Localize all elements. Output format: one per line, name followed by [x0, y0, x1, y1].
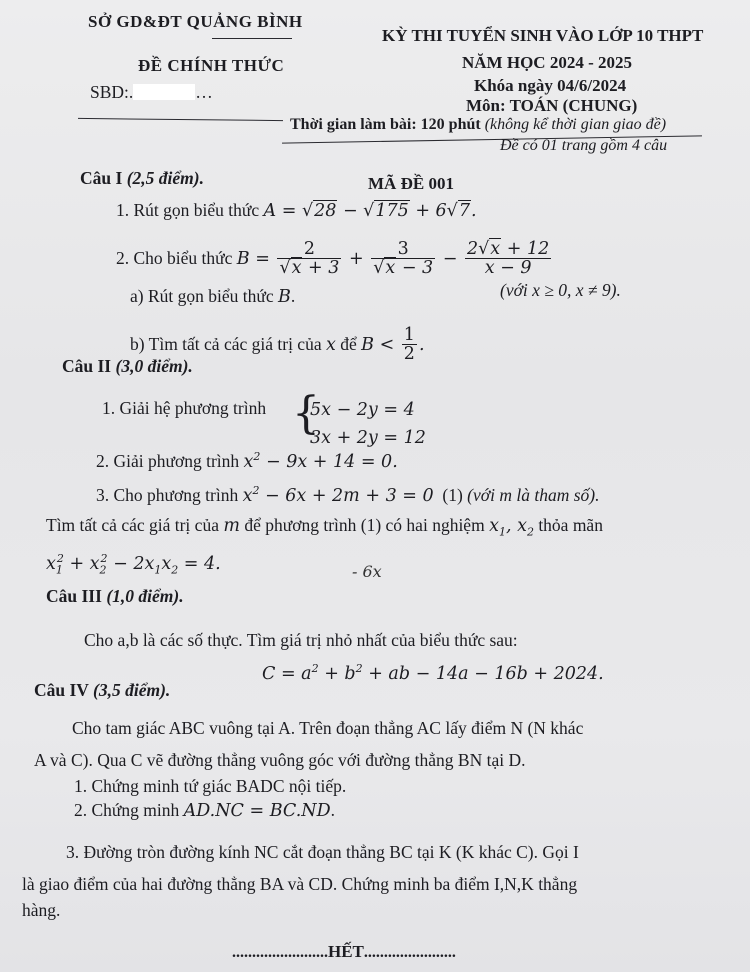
q4-heading: Câu IV (3,5 điểm).	[34, 680, 171, 700]
expression-c: $C = a^2 + b^2$ + ab − 14a − 16b + 2024.	[262, 662, 604, 684]
q2-part2: 2. Giải phương trình $x^2 - 9x + 14 = 0$.	[96, 450, 398, 472]
header-underline-left	[212, 38, 292, 39]
q3-text: Cho a,b là các số thực. Tìm giá trị nhỏ nhất của biểu thức sau:	[84, 630, 518, 650]
expression-a: A = √28 − √175 + 6√7.	[263, 201, 477, 221]
q2-part1-label: 1. Giải hệ phương trình	[102, 398, 267, 418]
exam-date: Khóa ngày 04/6/2024	[474, 76, 627, 95]
header-rule-left	[78, 118, 283, 121]
q4-part1: 1. Chứng minh tứ giác BADC nội tiếp.	[74, 776, 347, 796]
exam-code: MÃ ĐỀ 001	[368, 174, 454, 193]
system-eq1: 5x − 2y = 4	[310, 400, 415, 420]
redacted-box	[133, 84, 195, 100]
q3-heading: Câu III (1,0 điểm).	[46, 586, 184, 606]
official-label: ĐỀ CHÍNH THỨC	[138, 56, 285, 75]
q4-line2: A và C). Qua C vẽ đường thẳng vuông góc với đường thẳng BN tại D.	[34, 750, 526, 770]
time-line: Thời gian làm bài: 120 phút (không kể thời gian giao đề)	[290, 116, 667, 133]
candidate-number: SBD:. …	[90, 82, 213, 102]
expression-b: B = $\frac{2}{√x + 3}$ + $\frac{3}{√x - 3}$ − $\frac{2√x + 12}{x - 9}$	[236, 239, 550, 279]
q4-part3-line3: hàng.	[22, 900, 61, 920]
q1-condition: (với x ≥ 0, x ≠ 9).	[500, 280, 621, 300]
q1-part2: 2. Cho biểu thức B = $\frac{2}{√x + 3}$ + $\frac{3}{√x - 3}$ − $\frac{2√x + 12}{x - 9}$	[116, 240, 553, 279]
q2-condition-equation: $x_1^2 + x_2^2 - 2x_1x_2 = 4$.	[46, 552, 221, 577]
end-marker: ........................HẾT.......................	[232, 942, 456, 961]
system-brace: {	[292, 388, 320, 439]
q4-part3-line1: 3. Đường tròn đường kính NC cắt đoạn thẳng BC tại K (K khác C). Gọi I	[66, 842, 579, 862]
school-year: NĂM HỌC 2024 - 2025	[462, 53, 632, 72]
q4-line1: Cho tam giác ABC vuông tại A. Trên đoạn thẳng AC lấy điểm N (N khác	[72, 718, 584, 738]
q1-part2a: a) Rút gọn biểu thức B.	[130, 286, 296, 307]
stray-annotation: - 6x	[352, 562, 382, 581]
q1-part2b: b) Tìm tất cả các giá trị của x để B < $\frac{1}{2}$ .	[130, 325, 425, 365]
q4-part2: 2. Chứng minh AD.NC = BC.ND.	[74, 800, 335, 821]
system-eq2: 3x + 2y = 12	[310, 428, 426, 448]
subject: Môn: TOÁN (CHUNG)	[466, 96, 638, 115]
pages-note: Đề có 01 trang gồm 4 câu	[500, 137, 668, 154]
q1-heading: Câu I (2,5 điểm).	[80, 168, 204, 188]
q4-part3-line2: là giao điểm của hai đường thẳng BA và CD. Chứng minh ba điểm I,N,K thẳng	[22, 874, 578, 894]
exam-title: KỲ THI TUYỂN SINH VÀO LỚP 10 THPT	[382, 26, 704, 45]
q2-part3-text: Tìm tất cả các giá trị của m để phương trình (1) có hai nghiệm $x_1$, $x_2$ thỏa mãn	[46, 515, 603, 539]
department-name: SỞ GD&ĐT QUẢNG BÌNH	[88, 12, 303, 31]
q2-heading: Câu II (3,0 điểm).	[62, 356, 193, 376]
q2-part3: 3. Cho phương trình $x^2 - 6x + 2m + 3 = 0$ (1) (với m là tham số).	[96, 484, 600, 506]
q1-part1: 1. Rút gọn biểu thức A = √28 − √175 + 6√7.	[116, 200, 477, 221]
